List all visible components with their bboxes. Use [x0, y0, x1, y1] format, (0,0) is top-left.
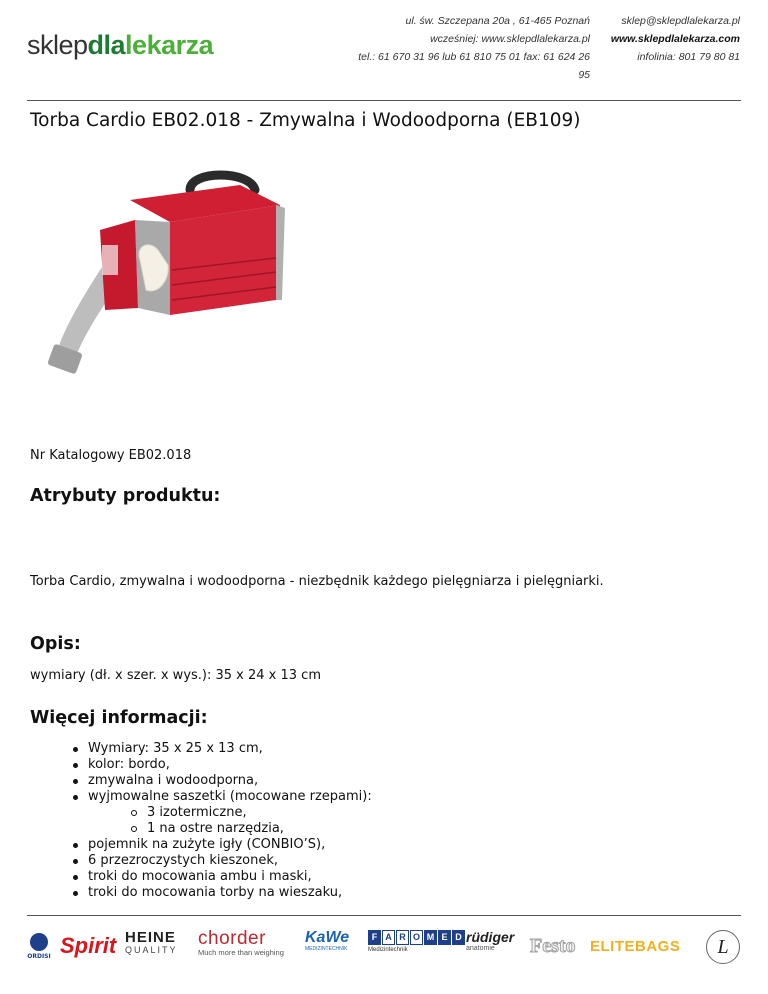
brand-kawe-subtext: MEDIZINTECHNIK	[305, 946, 348, 952]
website-link[interactable]: www.sklepdlalekarza.com	[610, 33, 740, 45]
faromed-letter: A	[382, 930, 395, 945]
list-item: kolor: bordo,	[30, 757, 372, 773]
sub-list-item: 3 izotermiczne,	[30, 805, 372, 821]
shop-logo[interactable]	[27, 20, 213, 70]
brand-round-seal-logo: L	[706, 930, 740, 964]
email-link[interactable]: sklep@sklepdlalekarza.pl	[621, 15, 740, 27]
hotline: infolinia: 801 79 80 81	[637, 51, 740, 63]
list-item: wyjmowalne saszetki (mocowane rzepami):	[30, 789, 372, 805]
attributes-heading: Atrybuty produktu:	[30, 486, 221, 506]
brand-chorder-subtext: Much more than weighing	[198, 948, 284, 957]
product-image	[40, 160, 300, 380]
list-item: troki do mocowania ambu i maski,	[30, 869, 372, 885]
sub-list-item: 1 na ostre narzędzia,	[30, 821, 372, 837]
brand-heine-logo	[125, 930, 178, 962]
faromed-letter: M	[424, 930, 437, 945]
dimensions-text: wymiary (dł. x szer. x wys.): 35 x 24 x 13 cm	[30, 668, 321, 683]
more-info-list	[30, 741, 372, 901]
brand-heine-text: HEINE	[125, 929, 176, 946]
catalog-number	[30, 448, 195, 463]
brand-faromed-logo	[368, 930, 465, 962]
brand-heine-subtext: QUALITY	[125, 945, 178, 955]
faromed-letter: R	[396, 930, 409, 945]
catalog-value: EB02.018	[128, 448, 192, 463]
brand-rudiger-subtext: anatomie	[466, 945, 495, 952]
header-divider	[27, 100, 741, 101]
address-line: ul. św. Szczepana 20a , 61-465 Poznań	[405, 15, 590, 27]
brand-rudiger-logo	[466, 930, 514, 962]
footer-divider	[27, 915, 741, 916]
logo-part-lekarza: lekarza	[125, 29, 214, 60]
brand-ordisi-text: ORDISI	[27, 952, 51, 960]
brand-rudiger-text: rüdiger	[466, 929, 515, 945]
faromed-letter: F	[368, 930, 381, 945]
description-heading: Opis:	[30, 634, 81, 654]
logo-part-dla: dla	[87, 29, 126, 60]
brand-chorder-logo	[198, 930, 284, 962]
list-item: pojemnik na zużyte igły (CONBIO’S),	[30, 837, 372, 853]
address-line: wcześniej: www.sklepdlalekarza.pl	[430, 33, 590, 45]
brand-kawe-logo	[305, 930, 349, 962]
address-line: tel.: 61 670 31 96 lub 61 810 75 01 fax: 61 624 26 95	[358, 51, 590, 81]
page-title: Torba Cardio EB02.018 - Zmywalna i Wodoodporna (EB109)	[30, 110, 581, 131]
ordisi-disk-icon	[30, 933, 48, 951]
faromed-letter: D	[452, 930, 465, 945]
brand-chorder-text: chorder	[198, 928, 266, 949]
product-tagline: Torba Cardio, zmywalna i wodoodporna - niezbędnik każdego pielęgniarza i pielęgniarki.	[30, 574, 604, 589]
list-item: 6 przezroczystych kieszonek,	[30, 853, 372, 869]
brand-ordisi-logo	[25, 930, 53, 962]
list-item: zmywalna i wodoodporna,	[30, 773, 372, 789]
brand-festo-logo: Festo	[530, 934, 576, 957]
brand-spirit-logo: Spirit	[60, 933, 117, 958]
shop-contact	[600, 12, 740, 66]
faromed-letter-boxes	[368, 930, 465, 945]
list-item: troki do mocowania torby na wieszaku,	[30, 885, 372, 901]
logo-part-sklep: sklep	[27, 29, 88, 60]
brand-kawe-text: KaWe	[305, 929, 350, 946]
faromed-letter: O	[410, 930, 423, 945]
list-item: Wymiary: 35 x 25 x 13 cm,	[30, 741, 372, 757]
catalog-label: Nr Katalogowy	[30, 448, 125, 463]
shop-address	[350, 12, 590, 84]
brand-faromed-subtext: Medizintechnik	[368, 947, 408, 953]
brand-elitebags-logo: ELITEBAGS	[590, 937, 681, 955]
more-info-heading: Więcej informacji:	[30, 708, 208, 728]
faromed-letter: E	[438, 930, 451, 945]
